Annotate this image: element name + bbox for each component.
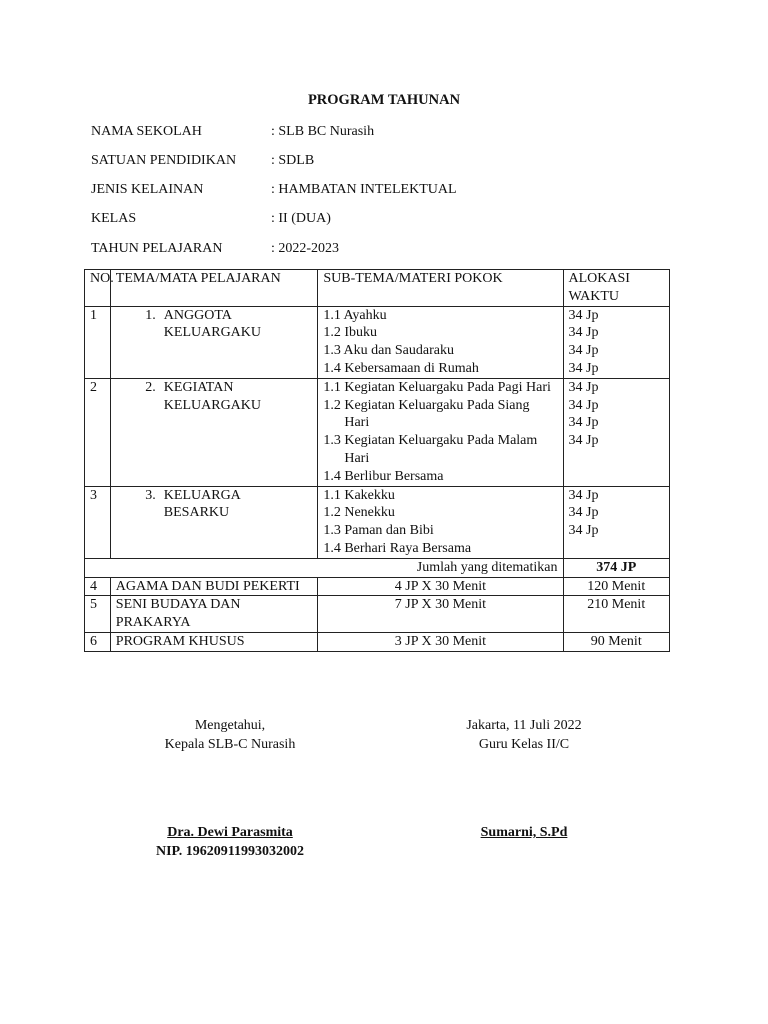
allocation-cell: [563, 486, 670, 558]
row-no: 3: [85, 486, 111, 558]
header-subtheme: SUB-TEMA/MATERI POKOK: [318, 270, 563, 307]
allocation-value: 34 Jp: [568, 360, 599, 376]
subtheme-item: 1.3 Aku dan Saudaraku: [323, 343, 454, 359]
subject-name: AGAMA DAN BUDI PEKERTI: [110, 577, 318, 596]
program-table: [84, 269, 670, 652]
info-value: : 2022-2023: [271, 241, 340, 256]
info-value: : SDLB: [271, 153, 315, 168]
header-no: NO.: [85, 270, 111, 307]
info-value: : II (DUA): [271, 211, 331, 226]
row-no: 5: [85, 596, 111, 633]
info-label: TAHUN PELAJARAN: [91, 241, 223, 256]
subtheme-item: 1.3 Kegiatan Keluargaku Pada Malam Hari: [323, 433, 538, 466]
table-row: [85, 306, 670, 378]
table-row: [85, 577, 670, 596]
allocation-value: 34 Jp: [568, 415, 599, 431]
page-title: PROGRAM TAHUNAN: [307, 92, 461, 108]
table-header-row: [85, 270, 670, 307]
allocation-value: 34 Jp: [568, 379, 599, 395]
subject-name: SENI BUDAYA DAN PRAKARYA: [110, 596, 318, 633]
theme-cell: [110, 306, 318, 378]
allocation-value: 34 Jp: [568, 523, 599, 539]
subtheme-item: 1.4 Kebersamaan di Rumah: [323, 360, 479, 376]
theme-name: KEGIATAN KELUARGAKU: [163, 379, 262, 413]
theme-name: ANGGOTA KELUARGAKU: [163, 307, 262, 341]
subject-allocation: 90 Menit: [563, 632, 670, 651]
allocation-value: 34 Jp: [568, 343, 599, 359]
subject-calc: 4 JP X 30 Menit: [318, 577, 563, 596]
headmaster-name: Dra. Dewi Parasmita: [167, 825, 293, 840]
subtheme-item: 1.4 Berhari Raya Bersama: [323, 540, 472, 556]
theme-name: KELUARGA BESARKU: [163, 487, 241, 521]
subject-allocation: 210 Menit: [563, 596, 670, 633]
allocation-value: 34 Jp: [568, 487, 599, 503]
row-no: 4: [85, 577, 111, 596]
info-value: : HAMBATAN INTELEKTUAL: [271, 182, 457, 197]
signature-left-line1: Mengetahui,: [194, 718, 266, 733]
allocation-cell: [563, 306, 670, 378]
subtheme-item: 1.1 Kegiatan Keluargaku Pada Pagi Hari: [323, 379, 551, 395]
table-row: [85, 596, 670, 633]
subtheme-item: 1.2 Ibuku: [323, 325, 377, 341]
subtheme-cell: [318, 306, 563, 378]
theme-cell: [110, 486, 318, 558]
total-row: [85, 558, 670, 577]
theme-cell: [110, 378, 318, 486]
signature-right-line1: Jakarta, 11 Juli 2022: [466, 718, 582, 733]
info-label: NAMA SEKOLAH: [91, 124, 202, 139]
allocation-value: 34 Jp: [568, 307, 599, 323]
allocation-value: 34 Jp: [568, 505, 599, 521]
signature-right-block: [424, 823, 624, 842]
row-no: 1: [85, 306, 111, 378]
table-row: [85, 486, 670, 558]
table-row: [85, 378, 670, 486]
subtheme-item: 1.1 Ayahku: [323, 307, 387, 323]
subtheme-item: 1.3 Paman dan Bibi: [323, 523, 434, 539]
subtheme-item: 1.2 Kegiatan Keluargaku Pada Siang Hari: [323, 397, 530, 431]
allocation-cell: [563, 378, 670, 486]
signature-right: [424, 716, 624, 754]
signature-left-block: [110, 823, 350, 861]
subtheme-cell: [318, 378, 563, 486]
teacher-name: Sumarni, S.Pd: [480, 825, 568, 840]
subtheme-item: 1.1 Kakekku: [323, 487, 395, 503]
info-label: KELAS: [91, 211, 137, 226]
subtheme-item: 1.2 Nenekku: [323, 505, 395, 521]
subtheme-item: 1.4 Berlibur Bersama: [323, 468, 444, 484]
subject-calc: 7 JP X 30 Menit: [318, 596, 563, 633]
subject-allocation: 120 Menit: [563, 577, 670, 596]
allocation-value: 34 Jp: [568, 397, 599, 413]
total-label: Jumlah yang ditematikan: [85, 558, 564, 577]
row-no: 6: [85, 632, 111, 651]
info-value: : SLB BC Nurasih: [271, 124, 375, 139]
info-label: JENIS KELAINAN: [91, 182, 204, 197]
info-label: SATUAN PENDIDIKAN: [91, 153, 237, 168]
header-theme: TEMA/MATA PELAJARAN: [110, 270, 318, 307]
signature-right-line2: Guru Kelas II/C: [478, 737, 570, 752]
table-row: [85, 632, 670, 651]
header-allocation: ALOKASI WAKTU: [563, 270, 670, 307]
subject-calc: 3 JP X 30 Menit: [318, 632, 563, 651]
theme-number: 1.: [145, 307, 156, 323]
total-value: 374 JP: [563, 558, 670, 577]
signature-left-line2: Kepala SLB-C Nurasih: [164, 737, 296, 752]
allocation-value: 34 Jp: [568, 433, 599, 449]
allocation-value: 34 Jp: [568, 325, 599, 341]
subject-name: PROGRAM KHUSUS: [110, 632, 318, 651]
signature-left: [130, 716, 330, 754]
headmaster-nip: NIP. 1962091199303200​2: [155, 844, 305, 859]
subtheme-cell: [318, 486, 563, 558]
theme-number: 3.: [145, 487, 156, 503]
theme-number: 2.: [145, 379, 156, 395]
row-no: 2: [85, 378, 111, 486]
